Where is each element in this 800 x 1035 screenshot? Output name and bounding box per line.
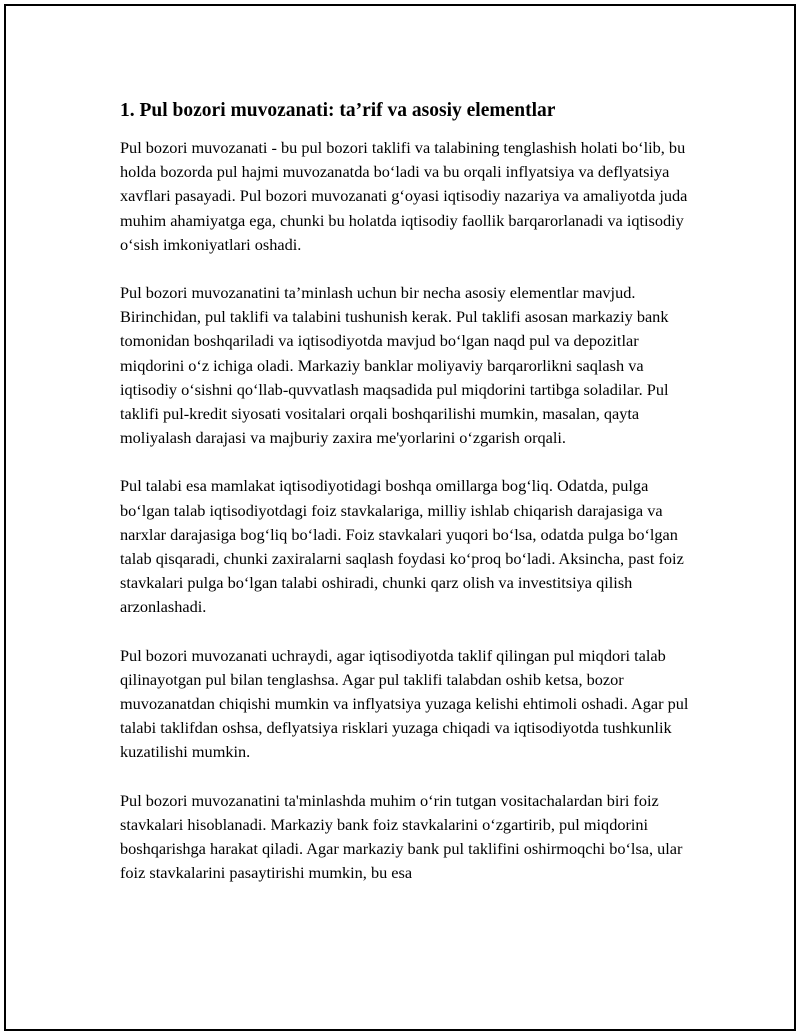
paragraph-equilibrium-conditions: Pul bozori muvozanati uchraydi, agar iqtisodiyotda taklif qilingan pul miqdori talab qilinayotgan pul bilan tenglashsa. Agar pul taklifi talabdan oshib ketsa, bozor muvozanatdan chiqishi mumkin va inflyatsiya yuzaga kelishi ehtimoli oshadi. Agar pul talabi taklifdan oshsa, deflyatsiya risklari yuzaga chiqadi va iqtisodiyotda tushkunlik kuzatilishi mumkin. bbox=[120, 645, 689, 762]
paragraph-definition: Pul bozori muvozanati - bu pul bozori taklifi va talabining tenglashish holati bo‘lib, bu holda bozorda pul hajmi muvozanatda bo‘ladi va bu orqali inflyatsiya va deflyatsiya xavflari pasayadi. Pul bozori muvozanati g‘oyasi iqtisodiy nazariya va amaliyotda juda muhim ahamiyatga ega, chunki bu holatda iqtisodiy faollik barqarorlanadi va iqtisodiy o‘sish imkoniyatlari oshadi. bbox=[120, 138, 688, 254]
document-body bbox=[120, 96, 700, 909]
paragraph-money-demand: Pul talabi esa mamlakat iqtisodiyotidagi boshqa omillarga bog‘liq. Odatda, pulga bo‘lgan talab iqtisodiyotdagi foiz stavkalariga, milliy ishlab chiqarish darajasiga va narxlar darajasiga bog‘liq bo‘ladi. Foiz stavkalari yuqori bo‘lsa, odatda pulga bo‘lgan talab qisqaradi, chunki zaxiralarni saqlash foydasi ko‘proq bo‘ladi. Aksincha, past foiz stavkalari pulga bo‘lgan talabi oshiradi, chunki qarz olish va investitsiya qilish arzonlashadi. bbox=[120, 476, 684, 617]
paragraph-elements: Pul bozori muvozanatini ta’minlash uchun bir necha asosiy elementlar mavjud. Birinchidan, pul taklifi va talabini tushunish kerak. Pul taklifi asosan markaziy bank tomonidan boshqariladi va iqtisodiyotda mavjud bo‘lgan naqd pul va depozitlar miqdorini o‘z ichiga oladi. Markaziy banklar moliyaviy barqarorlikni saqlash va iqtisodiy o‘sishni qo‘llab-quvvatlash maqsadida pul miqdorini tartibga soladilar. Pul taklifi pul-kredit siyosati vositalari orqali boshqarilishi mumkin, masalan, qayta moliyalash darajasi va majburiy zaxira me'yorlarini o‘zgarish orqali. bbox=[120, 283, 669, 448]
page-border bbox=[4, 4, 796, 1031]
document-title: 1. Pul bozori muvozanati: ta’rif va asosiy elementlar bbox=[120, 100, 556, 121]
paragraph-interest-rates: Pul bozori muvozanatini ta'minlashda muhim o‘rin tutgan vositachalardan biri foiz stavkalari hisoblanadi. Markaziy bank foiz stavkalarini o‘zgartirib, pul miqdorini boshqarishga harakat qiladi. Agar markaziy bank pul taklifini oshirmoqchi bo‘lsa, ular foiz stavkalarini pasaytirishi mumkin, bu esa bbox=[120, 790, 683, 883]
